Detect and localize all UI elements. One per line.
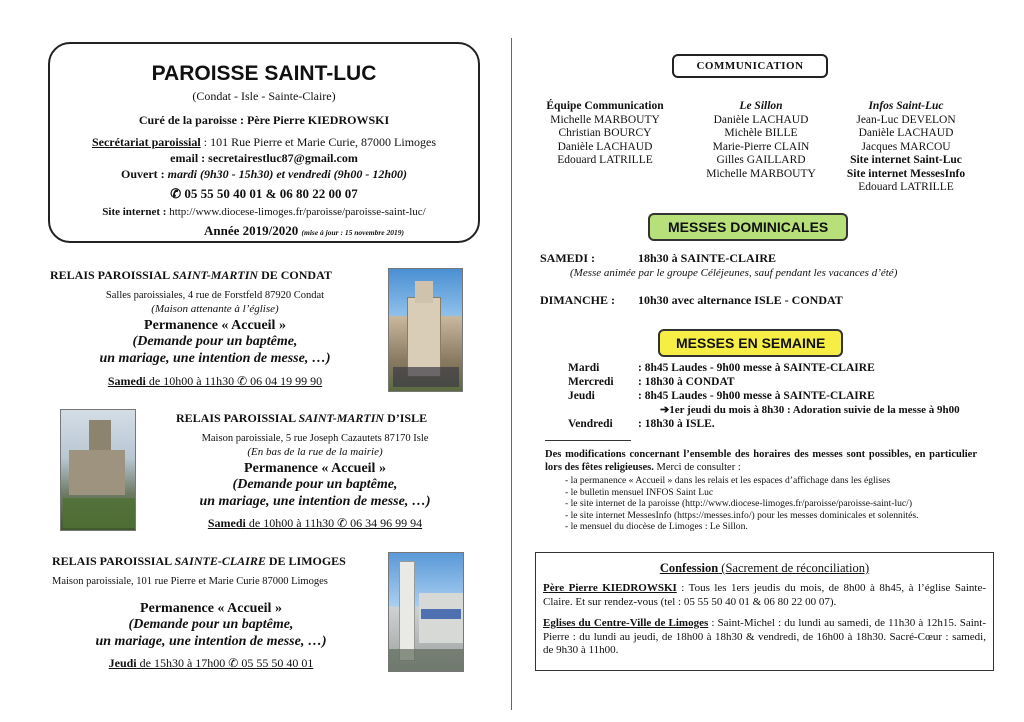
comm-member: Jacques MARCOU xyxy=(861,140,951,153)
demand-line-1: (Demande pour un baptême, xyxy=(132,334,298,349)
confession-paragraph-1 xyxy=(543,582,986,609)
modifications-list xyxy=(565,475,985,533)
confession-priest-text: : Tous les 1ers jeudis du mois, de 8h00 à 8h45, à l’église Sainte-Claire. Et sur rendez-vous (tel : 05 55 50 40 01 & 06 80 22 00 07). xyxy=(543,582,986,608)
site-url[interactable]: http://www.diocese-limoges.fr/paroisse/paroisse-saint-luc/ xyxy=(169,206,426,218)
samedi-value: 18h30 à SAINTE-CLAIRE xyxy=(638,251,777,265)
permanence-label: Permanence « Accueil » xyxy=(140,601,282,616)
church-condat-photo xyxy=(388,268,463,392)
year: Année 2019/2020 xyxy=(204,223,299,238)
comm-member: Danièle LACHAUD xyxy=(557,140,653,153)
permanence-label: Permanence « Accueil » xyxy=(244,461,386,476)
demand-line-1: (Demande pour un baptême, xyxy=(128,617,294,632)
hours-day: Samedi xyxy=(207,516,246,530)
hours-time: de 10h00 à 11h30 ✆ 06 04 19 99 90 xyxy=(145,374,323,388)
demand-line-2: un mariage, une intention de messe, …) xyxy=(95,634,327,649)
messes-dominicales-title: MESSES DOMINICALES xyxy=(648,213,848,241)
samedi-note: (Messe animée par le groupe Céléjeunes, sauf pendant les vacances d’été) xyxy=(570,267,898,279)
hours-line xyxy=(50,374,380,389)
comm-member: Edouard LATRILLE xyxy=(858,181,954,193)
schedule-day: Mardi xyxy=(568,362,600,374)
confession-churches-text: : Saint-Michel : du lundi au samedi, de 11h30 à 12h15. Saint-Pierre : du lundi au jeudi, de 18h00 à 18h30 & vendredi, de 16h00 à 18h30. Sacré-Cœur : samedi, de 9h30 à 11h00. xyxy=(543,617,986,656)
schedule-day: Jeudi xyxy=(568,390,595,402)
messes-dominicales-header xyxy=(648,213,848,241)
permanence-label: Permanence « Accueil » xyxy=(144,318,286,333)
ouvert-label: Ouvert : xyxy=(121,167,168,181)
phones-line: ✆ 05 55 50 40 01 & 06 80 22 00 07 xyxy=(170,186,358,201)
email-line[interactable]: email : secretairestluc87@gmail.com xyxy=(170,151,358,165)
parish-subtitle: (Condat - Isle - Sainte-Claire) xyxy=(192,89,336,103)
church-sainte-claire-photo xyxy=(388,552,464,672)
comm-member: Danièle LACHAUD xyxy=(713,113,809,126)
modifications-intro-tail: Merci de consulter : xyxy=(653,462,741,473)
communication-title: COMMUNICATION xyxy=(672,54,828,78)
hours-day: Jeudi xyxy=(108,656,137,670)
comm-member: Gilles GAILLARD xyxy=(716,154,806,166)
confession-priest: Père Pierre KIEDROWSKI xyxy=(543,582,677,594)
demand-line-2: un mariage, une intention de messe, …) xyxy=(99,351,331,366)
schedule-value: : 18h30 à CONDAT xyxy=(638,376,735,388)
relais-isle-title: RELAIS PAROISSIAL SAINT-MARTIN D’ISLE xyxy=(176,411,428,425)
relais-note: (En bas de la rue de la mairie) xyxy=(247,446,383,458)
demand-line-2: un mariage, une intention de messe, …) xyxy=(199,494,431,509)
modifications-intro-bold: Des modifications concernant l’ensemble des horaires des messes sont possibles, en particulier lors des fêtes religieuses. xyxy=(545,449,977,473)
samedi-label: SAMEDI : xyxy=(540,251,596,265)
hours-line xyxy=(46,656,376,671)
modifications-item[interactable]: - le site internet de la paroisse (http://www.diocese-limoges.fr/paroisse/paroisse-saint-luc/) xyxy=(565,498,913,509)
relais-address: Maison paroissiale, 101 rue Pierre et Marie Curie 87000 Limoges xyxy=(52,576,328,587)
hours-day: Samedi xyxy=(107,374,146,388)
modifications-intro xyxy=(545,448,977,474)
confession-subtitle: (Sacrement de réconciliation) xyxy=(718,561,870,575)
hours-time: de 15h30 à 17h00 ✆ 05 55 50 40 01 xyxy=(136,656,314,670)
comm-member: Michelle MARBOUTY xyxy=(550,113,660,126)
modifications-item[interactable]: - le site internet MessesInfo (https://messes.info/) pour les messes dominicales et solennités. xyxy=(565,509,919,521)
comm-column-head: Le Sillon xyxy=(739,100,783,112)
schedule-value: ➔1er jeudi du mois à 8h30 : Adoration suivie de la messe à 9h00 xyxy=(660,404,960,416)
cure-line: Curé de la paroisse : Père Pierre KIEDROWSKI xyxy=(138,113,390,127)
confession-paragraph-2 xyxy=(543,617,986,658)
messes-semaine-title: MESSES EN SEMAINE xyxy=(658,329,843,357)
update-note: (mise à jour : 15 novembre 2019) xyxy=(301,228,404,237)
site-label: Site internet : xyxy=(102,206,170,218)
relais-address: Salles paroissiales, 4 rue de Forstfeld 87920 Condat xyxy=(105,290,325,301)
parish-header-box xyxy=(48,42,480,243)
modifications-item: - le mensuel du diocèse de Limoges : Le Sillon. xyxy=(565,521,748,532)
comm-member: Michèle BILLE xyxy=(724,127,798,139)
ouvert-hours: mardi (9h30 - 15h30) et vendredi (9h00 - 12h00) xyxy=(167,167,407,181)
modifications-item: - la permanence « Accueil » dans les relais et les espaces d’affichage dans les églises xyxy=(565,475,891,486)
schedule-value: : 8h45 Laudes - 9h00 messe à SAINTE-CLAIRE xyxy=(638,362,875,374)
site-line xyxy=(50,206,478,218)
separator-line xyxy=(545,440,631,441)
confession-title: Confession xyxy=(659,561,719,575)
comm-member: Michelle MARBOUTY xyxy=(706,167,816,180)
relais-note: (Maison attenante à l’église) xyxy=(151,303,279,315)
comm-member: Jean-Luc DEVELON xyxy=(856,113,956,126)
schedule-day: Vendredi xyxy=(568,418,613,430)
schedule-day: Mercredi xyxy=(568,376,614,388)
secretariat-address: : 101 Rue Pierre et Marie Curie, 87000 Limoges xyxy=(200,135,437,149)
relais-address: Maison paroissiale, 5 rue Joseph Cazautets 87170 Isle xyxy=(201,433,429,444)
comm-member: Marie-Pierre CLAIN xyxy=(712,140,810,153)
confession-churches: Eglises du Centre-Ville de Limoges xyxy=(543,617,709,629)
secretariat-line xyxy=(50,135,478,150)
hours-line xyxy=(150,516,480,531)
ouvert-line xyxy=(50,167,478,182)
comm-member: Edouard LATRILLE xyxy=(557,154,653,166)
comm-column-head: Équipe Communication xyxy=(546,100,664,112)
confession-title-line xyxy=(536,561,993,576)
demand-line-1: (Demande pour un baptême, xyxy=(232,477,398,492)
comm-member: Christian BOURCY xyxy=(558,127,652,139)
dimanche-value: 10h30 avec alternance ISLE - CONDAT xyxy=(638,293,843,307)
comm-column-sillon xyxy=(693,100,829,181)
comm-column-head: Infos Saint-Luc xyxy=(868,100,944,112)
column-divider xyxy=(511,38,512,710)
church-isle-photo xyxy=(60,409,136,531)
confession-box xyxy=(535,552,994,671)
modifications-item: - le bulletin mensuel INFOS Saint Luc xyxy=(565,486,714,498)
schedule-value: : 18h30 à ISLE. xyxy=(638,418,715,430)
relais-limoges-title: RELAIS PAROISSIAL SAINTE-CLAIRE DE LIMOGES xyxy=(52,554,346,568)
hours-time: de 10h00 à 11h30 ✆ 06 34 96 99 94 xyxy=(245,516,423,530)
messes-semaine-header xyxy=(658,329,843,357)
relais-condat xyxy=(50,268,380,283)
dimanche-label: DIMANCHE : xyxy=(540,293,615,307)
relais-title: RELAIS PAROISSIAL SAINT-MARTIN DE CONDAT xyxy=(50,268,332,282)
secretariat-label: Secrétariat paroissial xyxy=(91,135,201,149)
comm-column-equipe xyxy=(532,100,678,168)
comm-member: Site internet MessesInfo xyxy=(846,167,966,180)
comm-member: Danièle LACHAUD xyxy=(858,127,954,139)
comm-column-infos xyxy=(840,100,972,195)
schedule-value: : 8h45 Laudes - 9h00 messe à SAINTE-CLAIRE xyxy=(638,390,875,402)
comm-member: Site internet Saint-Luc xyxy=(850,154,962,166)
parish-title: PAROISSE SAINT-LUC xyxy=(151,62,377,85)
year-line xyxy=(204,223,404,239)
